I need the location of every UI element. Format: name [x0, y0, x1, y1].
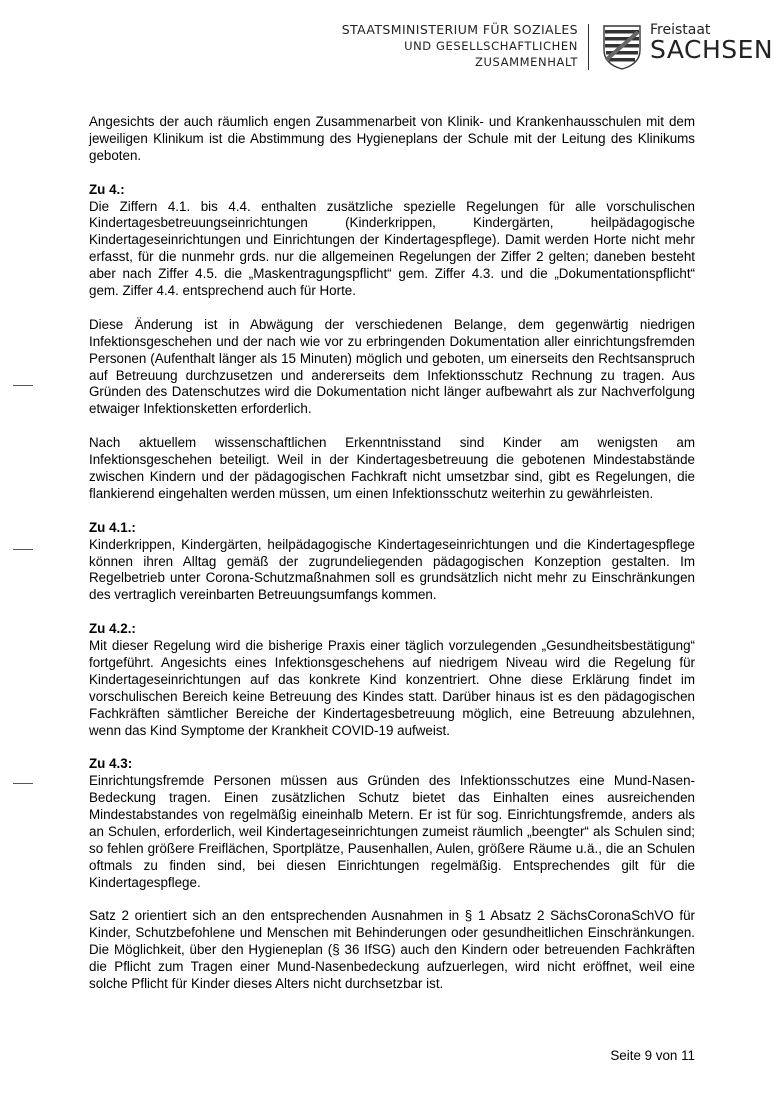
header-divider — [588, 24, 589, 70]
ministry-name — [342, 22, 578, 70]
section-4-paragraph-3: Nach aktuellem wissenschaftlichen Erkenntnisstand sind Kinder am wenigsten am Infektionsgeschehen beteiligt. Weil in der Kindertagesbetreuung die gebotenen Mindestabstände zwischen Kindern und der pädagogischen Fachkraft nicht umsetzbar sind, gibt es Regelungen, die flankierend eingehalten werden müssen, um einen Infektionsschutz weiterhin zu gewährleisten. — [89, 435, 695, 501]
section-heading-4: Zu 4.: — [89, 181, 125, 197]
margin-mark — [13, 549, 33, 550]
intro-paragraph: Angesichts der auch räumlich engen Zusammenarbeit von Klinik- und Krankenhausschulen mit dem jeweiligen Klinikum ist die Abstimmung des Hygieneplans der Schule mit der Leitung des Klinikums geboten. — [89, 114, 695, 163]
ministry-line-3: ZUSAMMENHALT — [475, 55, 578, 69]
section-4-3-paragraph-2: Satz 2 orientiert sich an den entsprechenden Ausnahmen in § 1 Absatz 2 SächsCoronaSchVO für Kinder, Schutzbefohlene und Menschen mit Behinderungen oder gesundheitlichen Einschränkungen. Die Möglichkeit, über den Hygieneplan (§ 36 IfSG) auch den Kindern oder betreuenden Fachkräften die Pflicht zum Tragen einer Mund-Nasenbedeckung aufzuerlegen, wird nicht eröffnet, weil eine solche Pflicht für Kinder dieses Alters nicht durchsetzbar ist. — [89, 908, 695, 992]
section-4-paragraph-1: Die Ziffern 4.1. bis 4.4. enthalten zusätzliche spezielle Regelungen für alle vorschulischen Kindertagesbetreuungseinrichtungen (Kinderkrippen, Kindergärten, heilpädagogische Kindertageseinrichtungen und Einrichtungen der Kindertagespflege). Damit werden Horte nicht mehr erfasst, für die nunmehr grds. nur die allgemeinen Regelungen der Ziffer 2 gelten; daneben besteht aber nach Ziffer 4.5. die „Maskentragungspflicht“ gem. Ziffer 4.3. und die „Dokumentationspflicht“ gem. Ziffer 4.4. entsprechend auch für Horte. — [89, 198, 695, 299]
section-heading-4-2: Zu 4.2.: — [89, 621, 136, 637]
document-body — [89, 114, 695, 1010]
margin-mark — [13, 385, 33, 386]
section-heading-4-3: Zu 4.3: — [89, 756, 133, 772]
state-label-small: Freistaat — [650, 22, 711, 38]
state-label-large: SACHSEN — [650, 35, 774, 64]
saxony-coat-of-arms-icon — [602, 24, 642, 70]
section-4-2-paragraph: Mit dieser Regelung wird die bisherige Praxis einer täglich vorzulegenden „Gesundheitsbestätigung“ fortgeführt. Angesichts eines Infektionsgeschehens auf niedrigem Niveau wird die Regelung für Kindertageseinrichtungen auf das konkrete Kind konzentriert. Ohne diese Erklärung findet im vorschulischen Bereich keine Betreuung des Kindes statt. Darüber hinaus ist es den pädagogischen Fachkräften sämtlicher Bereiche der Kindertagesbetreuung möglich, eine Betreuung abzulehnen, wenn das Kind Symptome der Krankheit COVID-19 aufweist. — [89, 638, 695, 738]
page-header — [0, 22, 784, 74]
page-number: Seite 9 von 11 — [610, 1048, 695, 1063]
section-4-1-paragraph: Kinderkrippen, Kindergärten, heilpädagogische Kindertageseinrichtungen und die Kindertagespflege können ihren Alltag gemäß der zugrundeliegenden pädagogischen Konzeption gestalten. Im Regelbetrieb unter Corona-Schutzmaßnahmen soll es grundsätzlich nicht mehr zu Einschränkungen des vertraglich vereinbarten Betreuungsumfangs kommen. — [89, 536, 695, 603]
section-4-paragraph-2: Diese Änderung ist in Abwägung der verschiedenen Belange, dem gegenwärtig niedrigen Infektionsgeschehen und der nach wie vor zu erbringenden Dokumentation aller einrichtungsfremden Personen (Aufenthalt länger als 15 Minuten) möglich und geboten, um einerseits den Rechtsanspruch auf Betreuung durchzusetzen und andererseits dem Infektionsschutz Rechnung zu tragen. Aus Gründen des Datenschutzes wird die Dokumentation nicht länger aufbewahrt als zur Nachverfolgung etwaiger Infektionsketten erforderlich. — [89, 316, 695, 417]
ministry-line-1: STAATSMINISTERIUM FÜR SOZIALES — [341, 22, 578, 37]
ministry-line-2: UND GESELLSCHAFTLICHEN — [404, 39, 578, 53]
section-heading-4-1: Zu 4.1.: — [89, 519, 136, 535]
margin-mark — [13, 783, 33, 784]
section-4-3-paragraph-1: Einrichtungsfremde Personen müssen aus Gründen des Infektionsschutzes eine Mund-Nasen-Bedeckung tragen. Einen zusätzlichen Schutz bietet das Einhalten eines ausreichenden Mindestabstandes von regelmäßig eineinhalb Metern. Er ist für sog. Einrichtungsfremde, anders als an Schulen, erforderlich, weil Kindertageseinrichtungen zumeist räumlich „beengter“ als Schulen sind; so fehlen größere Freiflächen, Sportplätze, Pausenhallen, Aulen, größere Räume u.ä., die an Schulen oftmals zu finden sind, bei diesen Einrichtungen regelmäßig. Entsprechendes gilt für die Kindertagespflege. — [89, 773, 695, 890]
